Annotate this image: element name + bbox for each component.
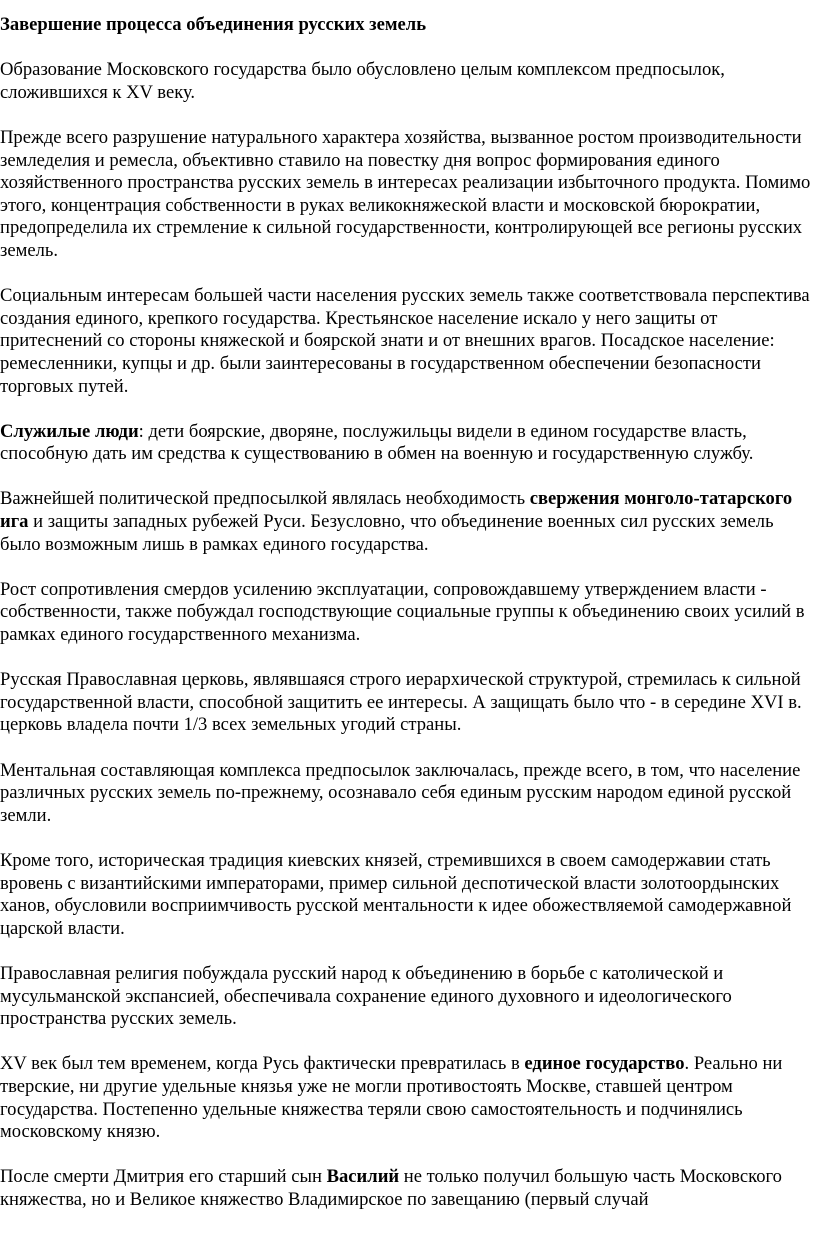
document-title: Завершение процесса объединения русских земель	[0, 14, 427, 35]
paragraph	[0, 285, 816, 398]
paragraph-text: и защиты западных рубежей Руси. Безусловно, что объединение военных сил русских земель было возможным лишь в рамках единого государства.	[0, 511, 774, 555]
paragraph-text: : дети боярские, дворяне, послужильцы видели в едином государстве власть, способную дать им средства к существованию в обмен на военную и государственную службу.	[0, 420, 754, 465]
paragraph	[0, 1166, 816, 1211]
bold-term: Василий	[326, 1166, 400, 1188]
paragraph-text: Образование Московского государства было обусловлено целым комплексом предпосылок, сложившихся к XV веку.	[0, 59, 725, 103]
paragraph	[0, 760, 816, 828]
document-page	[0, 14, 816, 1234]
paragraph-text: Прежде всего разрушение натурального характера хозяйства, вызванное ростом производительности земледелия и ремесла, объективно ставило на повестку дня вопрос формирования единого хозяйственного пространства русских земель в интересах реализации избыточного продукта. Помимо этого, концентрация собственности в руках великокняжеской власти и московской бюрократии, предопределила их стремление к сильной государственности, контролирующей все регионы русских земель.	[0, 126, 811, 261]
paragraph-text: Рост сопротивления смердов усилению эксплуатации, сопровождавшему утверждением власти - собственности, также побуждал господствующие социальные группы к объединению своих усилий в рамках единого государственного механизма.	[0, 578, 805, 646]
paragraph	[0, 127, 816, 263]
bold-term: единое государство	[524, 1053, 685, 1075]
paragraph-text: . Реально ни тверские, ни другие удельные князья уже не могли противостоять Москве, ставшей центром государства. Постепенно удельные княжества теряли свою самостоятельность и подчинялись московскому князю.	[0, 1053, 783, 1143]
paragraph	[0, 850, 816, 940]
paragraph	[0, 579, 816, 647]
paragraph-text: Русская Православная церковь, являвшаяся строго иерархической структурой, стремилась к сильной государственной власти, способной защитить ее интересы. А защищать было что - в середине XVI в. церковь владела почти 1/3 всех земельных угодий страны.	[0, 669, 802, 736]
paragraph	[0, 963, 816, 1031]
paragraph	[0, 1053, 816, 1143]
document-body	[0, 59, 816, 1211]
paragraph-text: Кроме того, историческая традиция киевских князей, стремившихся в своем самодержавии стать вровень с византийскими императорами, пример сильной деспотической власти золотоордынских ханов, обусловили восприимчивость русской ментальности к идее обожествляемой самодержавной царской власти.	[0, 849, 792, 939]
paragraph-text: Ментальная составляющая комплекса предпосылок заключалась, прежде всего, в том, что население различных русских земель по-прежнему, осознавало себя единым русским народом единой русской земли.	[0, 759, 801, 826]
paragraph	[0, 488, 816, 556]
paragraph-text: XV век был тем временем, когда Русь фактически превратилась в	[0, 1053, 525, 1075]
bold-term: свержения монголо-татарского ига	[0, 488, 793, 533]
paragraph-text: Социальным интересам большей части населения русских земель также соответствовала перспектива создания единого, крепкого государства. Крестьянское население искало у него защиты от притеснений со стороны княжеской и боярской знати и от внешних врагов. Посадское население: ремесленники, купцы и др. были заинтересованы в государственном обеспечении безопасности торговых путей.	[0, 285, 810, 397]
bold-term: Служилые люди	[0, 420, 139, 442]
paragraph	[0, 59, 816, 104]
paragraph-text: Православная религия побуждала русский народ к объединению в борьбе с католической и мусульманской экспансией, обеспечивала сохранение единого духовного и идеологического пространства русских земель.	[0, 962, 732, 1030]
paragraph	[0, 421, 816, 466]
paragraph-text: Важнейшей политической предпосылкой являлась необходимость	[0, 488, 530, 510]
paragraph-text: не только получил большую часть Московского княжества, но и Великое княжество Владимирское по завещанию (первый случай	[0, 1166, 782, 1210]
paragraph	[0, 669, 816, 737]
paragraph-text: После смерти Дмитрия его старший сын	[0, 1166, 327, 1188]
